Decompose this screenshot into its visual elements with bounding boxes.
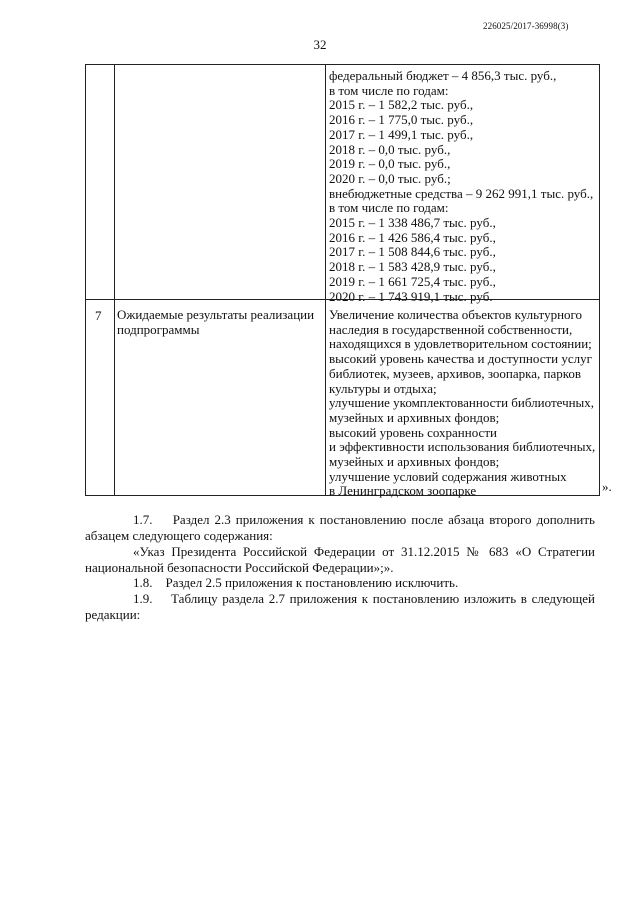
results-cell	[329, 308, 595, 499]
result-line: музейных и архивных фондов;	[329, 454, 500, 470]
result-line: находящихся в удовлетворительном состоянии;	[329, 336, 592, 352]
paragraph-text: 1.9. Таблицу раздела 2.7 приложения к постановлению изложить в следующей редакции:	[85, 591, 595, 622]
funding-line: 2020 г. – 0,0 тыс. руб.;	[329, 170, 451, 186]
funding-line: 2018 г. – 1 583 428,9 тыс. руб.,	[329, 259, 496, 275]
result-line: высокий уровень качества и доступности услуг	[329, 351, 592, 367]
paragraph-text: «Указ Президента Российской Федерации от 31.12.2015 № 683 «О Стратегии национальной безопасности Российской Федерации»;».	[85, 544, 595, 575]
program-table	[85, 64, 600, 499]
funding-line: 2016 г. – 1 426 586,4 тыс. руб.,	[329, 229, 496, 245]
result-line: культуры и отдыха;	[329, 380, 437, 396]
table-border-left	[85, 64, 86, 496]
result-line: библиотек, музеев, архивов, зоопарка, парков	[329, 365, 582, 381]
result-line: высокий уровень сохранности	[329, 424, 497, 440]
paragraph-1-9	[85, 591, 595, 622]
funding-line: 2020 г. – 1 743 919,1 тыс. руб.	[329, 288, 493, 304]
funding-line: 2017 г. – 1 508 844,6 тыс. руб.,	[329, 244, 496, 260]
closing-quote-mark: ».	[602, 479, 612, 494]
result-line: улучшение условий содержания животных	[329, 468, 567, 484]
funding-line: внебюджетные средства – 9 262 991,1 тыс. руб.,	[329, 185, 594, 201]
table-border-top	[85, 64, 600, 65]
table-border-col1	[114, 64, 115, 496]
paragraph-1-7	[85, 512, 595, 543]
funding-line: федеральный бюджет – 4 856,3 тыс. руб.,	[329, 68, 557, 83]
funding-line: 2016 г. – 1 775,0 тыс. руб.,	[329, 112, 474, 128]
paragraph-1-7-quote	[85, 544, 595, 575]
result-line: в Ленинградском зоопарке	[329, 483, 477, 499]
result-line: и эффективности использования библиотечных,	[329, 439, 596, 455]
funding-line: 2019 г. – 0,0 тыс. руб.,	[329, 156, 451, 172]
funding-line: 2017 г. – 1 499,1 тыс. руб.,	[329, 126, 474, 142]
funding-line: в том числе по годам:	[329, 200, 449, 216]
funding-line: 2018 г. – 0,0 тыс. руб.,	[329, 141, 451, 157]
result-line: музейных и архивных фондов;	[329, 409, 500, 425]
paragraph-text: 1.8. Раздел 2.5 приложения к постановлению исключить.	[133, 575, 459, 590]
funding-line: в том числе по годам:	[329, 82, 449, 98]
row-title	[117, 308, 314, 337]
result-line: улучшение укомплектованности библиотечных,	[329, 395, 595, 411]
funding-line: 2015 г. – 1 338 486,7 тыс. руб.,	[329, 215, 496, 231]
table-border-col2	[325, 64, 326, 496]
result-line: Увеличение количества объектов культурного	[329, 307, 583, 322]
funding-line: 2015 г. – 1 582,2 тыс. руб.,	[329, 97, 474, 113]
paragraph-1-8	[85, 575, 595, 591]
result-line: наследия в государственной собственности,	[329, 321, 573, 337]
row-number: 7	[95, 308, 102, 323]
funding-line: 2019 г. – 1 661 725,4 тыс. руб.,	[329, 273, 496, 289]
table-border-right	[599, 64, 600, 496]
row-title-line: подпрограммы	[117, 321, 200, 337]
paragraph-text: 1.7. Раздел 2.3 приложения к постановлению после абзаца второго дополнить абзацем следующего содержания:	[85, 512, 595, 543]
document-id: 226025/2017-36998(3)	[483, 21, 569, 31]
row-title-line: Ожидаемые результаты реализации	[117, 307, 315, 322]
page-number: 32	[313, 37, 327, 52]
funding-cell	[329, 69, 593, 304]
